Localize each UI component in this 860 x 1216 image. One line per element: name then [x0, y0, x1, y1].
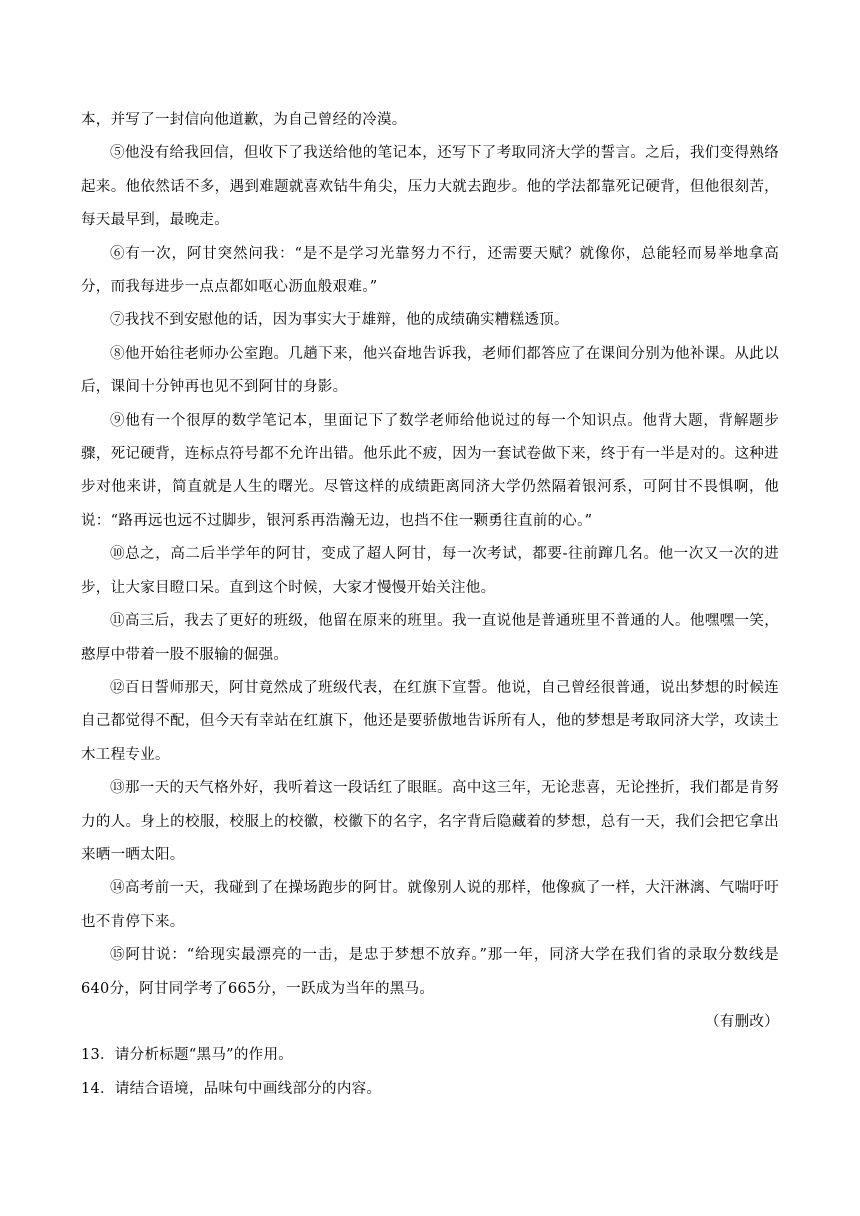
paragraph-14: ⑭高考前一天，我碰到了在操场跑步的阿甘。就像别人说的那样，他像疯了一样，大汗淋漓、气喘吁吁也不肯停下来。 [81, 880, 779, 930]
paragraph-13: ⑬那一天的天气格外好，我听着这一段话红了眼眶。高中这三年，无论悲喜，无论挫折，我们都是肯努力的人。身上的校服，校服上的校徽，校徽下的名字，名字背后隐藏着的梦想，总有一天，我们会把它拿出来晒一晒太阳。 [81, 780, 779, 863]
question-14: 14．请结合语境，品味句中画线部分的内容。 [81, 1080, 382, 1097]
paragraph-15: ⑮阿甘说：“给现实最漂亮的一击，是忠于梦想不放弃。”那一年，同济大学在我们省的录取分数线是640分，阿甘同学考了665分，一跃成为当年的黑马。 [81, 947, 779, 997]
paragraph-7: ⑦我找不到安慰他的话，因为事实大于雄辩，他的成绩确实糟糕透顶。 [110, 312, 569, 329]
paragraph-9: ⑨他有一个很厚的数学笔记本，里面记下了数学老师给他说过的每一个知识点。他背大题，背解题步骤，死记硬背，连标点符号都不允许出错。他乐此不疲，因为一套试卷做下来，终于有一半是对的。这种进步对他来讲，简直就是人生的曙光。尽管这样的成绩距离同济大学仍然隔着银河系，可阿甘不畏惧啊，他说：“路再远也远不过脚步，银河系再浩瀚无边，也挡不住一颗勇往直前的心。” [81, 412, 779, 529]
paragraph-5: ⑤他没有给我回信，但收下了我送给他的笔记本，还写下了考取同济大学的誓言。之后，我们变得熟络起来。他依然话不多，遇到难题就喜欢钻牛角尖，压力大就去跑步。他的学法都靠死记硬背，但他很刻苦，每天最早到，最晚走。 [81, 145, 779, 229]
document-page [81, 104, 779, 1106]
paragraph-11: ⑪高三后，我去了更好的班级，他留在原来的班里。我一直说他是普通班里不普通的人。他嘿嘿一笑，憨厚中带着一股不服输的倔强。 [81, 613, 779, 663]
paragraph-10: ⑩总之，高二后半学年的阿甘，变成了超人阿甘，每一次考试，都要-往前蹿几名。他一次又一次的进步，让大家目瞪口呆。直到这个时候，大家才慢慢开始关注他。 [81, 546, 779, 596]
paragraph-6: ⑥有一次，阿甘突然问我：“是不是学习光靠努力不行，还需要天赋？就像你，总能轻而易举地拿高分，而我每进步一点点都如呕心沥血般艰难。” [81, 245, 779, 296]
question-13: 13．请分析标题“黑马”的作用。 [81, 1047, 294, 1064]
paragraph-8: ⑧他开始往老师办公室跑。几趟下来，他兴奋地告诉我，老师们都答应了在课间分别为他补课。从此以后，课间十分钟再也见不到阿甘的身影。 [81, 345, 779, 396]
paragraph-continuation: 本，并写了一封信向他道歉，为自己曾经的冷漠。 [81, 112, 407, 128]
edit-note: （有删改） [705, 1013, 779, 1030]
paragraph-12: ⑫百日誓师那天，阿甘竟然成了班级代表，在红旗下宣誓。他说，自己曾经很普通，说出梦想的时候连自己都觉得不配，但今天有幸站在红旗下，他还是要骄傲地告诉所有人，他的梦想是考取同济大学，攻读土木工程专业。 [81, 679, 779, 763]
